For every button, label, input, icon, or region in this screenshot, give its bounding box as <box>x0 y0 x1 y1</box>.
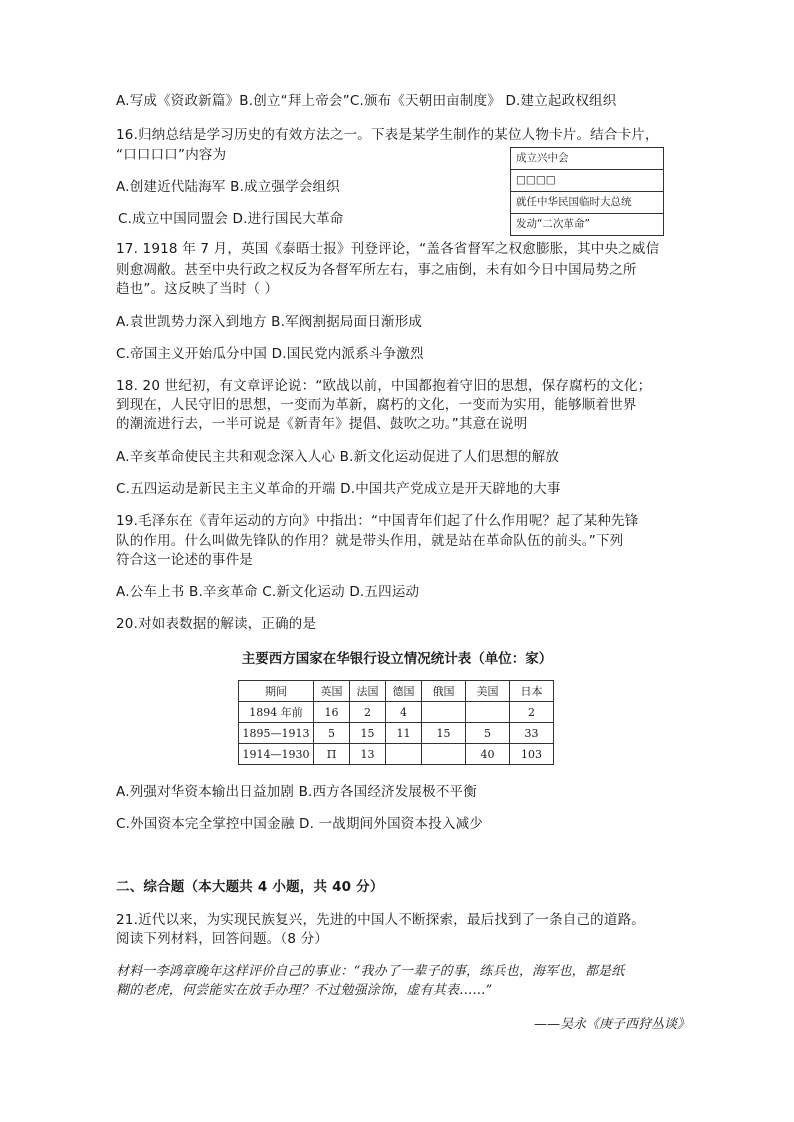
header-cell: 德国 <box>386 681 422 702</box>
header-cell: 期间 <box>239 681 314 702</box>
q17-stem-line3: 趋也”。这反映了当时（ ） <box>116 281 279 297</box>
q19-stem-line3: 符合这一论述的事件是 <box>116 552 253 568</box>
q18-options-ab: A.辛亥革命使民主共和观念深入人心 B.新文化运动促进了人们思想的解放 <box>116 449 560 465</box>
q19-stem-line1: 19.毛泽东在《青年运动的方向》中指出：“中国青年们起了什么作用呢？起了某种先锋 <box>116 513 639 529</box>
q16-stem-line2: “口口口口”内容为 <box>116 147 227 163</box>
table-cell: 1914—1930 <box>239 744 314 765</box>
card-row: □□□□ <box>511 170 663 192</box>
table-cell: 16 <box>314 702 350 723</box>
table-title: 主要西方国家在华银行设立情况统计表（单位：家） <box>241 651 553 667</box>
table-cell: 15 <box>422 723 466 744</box>
header-cell: 英国 <box>314 681 350 702</box>
q18-stem-line1: 18. 20 世纪初，有文章评论说：“欧战以前，中国都抱着守旧的思想，保存腐朽的文化； <box>116 378 652 394</box>
table-cell: 1895—1913 <box>239 723 314 744</box>
q21-stem-line2: 阅读下列材料，回答问题。（8 分） <box>116 931 329 947</box>
person-card <box>510 147 664 236</box>
q20-options-cd: C.外国资本完全掌控中国金融 D. 一战期间外国资本投入减少 <box>116 816 483 832</box>
header-cell: 日本 <box>510 681 554 702</box>
table-cell: П <box>314 744 350 765</box>
table-header-row <box>239 681 554 702</box>
material-source: ——吴永《庚子西狩丛谈》 <box>533 1017 690 1032</box>
q18-options-cd: C.五四运动是新民主主义革命的开端 D.中国共产党成立是开天辟地的大事 <box>116 481 561 497</box>
material-line1: 材料一李鸿章晚年这样评价自己的事业：“我办了一辈子的事，练兵也，海军也，都是纸 <box>116 964 625 979</box>
q17-stem-line2: 则愈凋敝。甚至中央行政之权反为各督军所左右，事之庙倒，未有如今日中国局势之所 <box>116 262 637 278</box>
table-cell: 5 <box>314 723 350 744</box>
table-row <box>239 744 554 765</box>
q18-stem-line3: 的潮流进行去，一半可说是《新青年》提倡、鼓吹之功。”其意在说明 <box>116 416 528 432</box>
table-cell: 40 <box>466 744 510 765</box>
table-cell <box>422 702 466 723</box>
material-line2: 糊的老虎，何尝能实在放手办理？不过勉强涂饰，虚有其表……” <box>116 983 493 998</box>
header-cell: 俄国 <box>422 681 466 702</box>
table-cell <box>386 744 422 765</box>
q17-stem-line1: 17. 1918 年 7 月，英国《泰晤士报》刊登评论，“盖各省督军之权愈膨胀，其中央之威信 <box>116 241 660 257</box>
table-cell <box>422 744 466 765</box>
table-cell: 11 <box>386 723 422 744</box>
header-cell: 美国 <box>466 681 510 702</box>
q16-options-ab: A.创建近代陆海军 B.成立强学会组织 <box>116 179 340 195</box>
table-cell: 13 <box>350 744 386 765</box>
card-row: 成立兴中会 <box>511 148 663 170</box>
table-cell: 4 <box>386 702 422 723</box>
table-cell: 103 <box>510 744 554 765</box>
table-cell: 5 <box>466 723 510 744</box>
table-cell: 2 <box>350 702 386 723</box>
q19-options: A.公车上书 B.辛亥革命 C.新文化运动 D.五四运动 <box>116 584 420 600</box>
table-cell: 15 <box>350 723 386 744</box>
table-row <box>239 723 554 744</box>
q16-options-cd: C.成立中国同盟会 D.进行国民大革命 <box>118 211 344 227</box>
q18-stem-line2: 到现在，人民守旧的思想，一变而为革新，腐朽的文化，一变而为实用，能够顺着世界 <box>116 397 637 413</box>
q15-options: A.写成《资政新篇》B.创立“拜上帝会”C.颁布《天朝田亩制度》 D.建立起政权组织 <box>116 93 617 109</box>
table-cell: 33 <box>510 723 554 744</box>
table-cell: 1894 年前 <box>239 702 314 723</box>
q16-stem-line1: 16.归纳总结是学习历史的有效方法之一。下表是某学生制作的某位人物卡片。结合卡片， <box>116 127 659 143</box>
table-cell <box>466 702 510 723</box>
bank-stat-table <box>238 680 554 765</box>
q17-options-ab: A.袁世凯势力深入到地方 B.军阀割据局面日渐形成 <box>116 314 423 330</box>
table-row <box>239 702 554 723</box>
section-heading: 二、综合题（本大题共 4 小题，共 40 分） <box>116 879 384 895</box>
header-cell: 法国 <box>350 681 386 702</box>
card-row: 发动“二次革命” <box>516 218 590 230</box>
q17-options-cd: C.帝国主义开始瓜分中国 D.国民党内派系斗争激烈 <box>116 346 424 362</box>
q19-stem-line2: 队的作用。什么叫做先锋队的作用？就是带头作用，就是站在革命队伍的前头。”下列 <box>116 533 624 549</box>
q20-stem: 20.对如表数据的解读，正确的是 <box>116 616 317 632</box>
q21-stem-line1: 21.近代以来，为实现民族复兴，先进的中国人不断探索，最后找到了一条自己的道路。 <box>116 912 645 928</box>
q20-options-ab: A.列强对华资本输出日益加剧 B.西方各国经济发展极不平衡 <box>116 784 477 800</box>
table-cell: 2 <box>510 702 554 723</box>
card-row: 就任中华民国临时大总统 <box>511 192 663 214</box>
